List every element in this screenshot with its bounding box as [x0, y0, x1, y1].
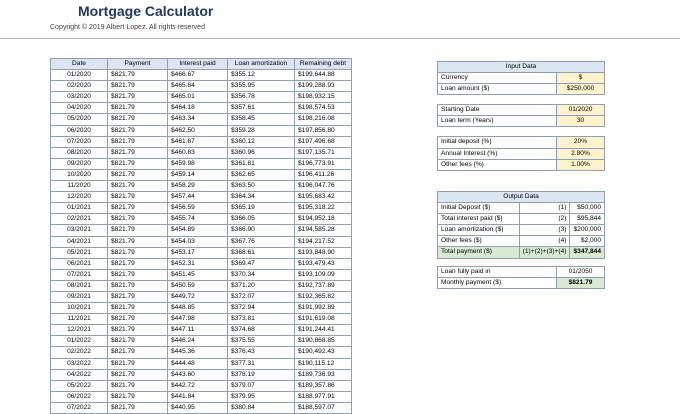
col-interest-header[interactable]: Interest paid: [168, 59, 228, 70]
row-remaining[interactable]: $190,115.12: [295, 358, 352, 369]
row-interest[interactable]: $458.29: [168, 181, 228, 192]
table-row: [51, 214, 352, 225]
spacer: [438, 127, 605, 137]
row-amortization[interactable]: $362.65: [228, 169, 295, 180]
row-interest[interactable]: $447.98: [168, 314, 228, 325]
output-value[interactable]: $2,000: [570, 236, 605, 247]
row-amortization[interactable]: $377.31: [228, 358, 295, 369]
output-value[interactable]: $50,000: [570, 203, 605, 214]
table-row: [51, 380, 352, 391]
table-row: [51, 358, 352, 369]
row-remaining[interactable]: $198,216.08: [295, 114, 352, 125]
currency-input[interactable]: $: [557, 73, 605, 84]
loan-term-label: Loan term (Years): [438, 116, 557, 127]
row-amortization[interactable]: $366.05: [228, 214, 295, 225]
page-title: Mortgage Calculator: [78, 3, 214, 19]
col-payment-header[interactable]: Payment: [108, 59, 168, 70]
row-remaining[interactable]: $191,992.89: [295, 303, 352, 314]
row-amortization[interactable]: $365.19: [228, 203, 295, 214]
row-amortization[interactable]: $372.07: [228, 291, 295, 302]
row-payment[interactable]: $821.79: [108, 280, 168, 291]
row-amortization[interactable]: $363.50: [228, 181, 295, 192]
row-date[interactable]: 10/2020: [51, 169, 108, 180]
table-row: [51, 314, 352, 325]
row-amortization[interactable]: $366.90: [228, 225, 295, 236]
row-amortization[interactable]: $379.95: [228, 391, 295, 402]
amortization-table: [50, 58, 352, 414]
table-row: [51, 347, 352, 358]
row-remaining[interactable]: $193,479.43: [295, 258, 352, 269]
table-row: [51, 247, 352, 258]
row-amortization[interactable]: $364.34: [228, 192, 295, 203]
row-remaining[interactable]: $192,737.89: [295, 280, 352, 291]
row-remaining[interactable]: $188,597.07: [295, 402, 352, 413]
output-data-title: Output Data: [438, 192, 605, 203]
table-row: [51, 325, 352, 336]
copyright-note: Copyright © 2019 Albert Lopez. All rights reserved: [50, 24, 205, 31]
output-row: [438, 203, 605, 214]
table-row: [51, 280, 352, 291]
col-remaining-header[interactable]: Remaining debt: [295, 59, 352, 70]
table-row: [51, 125, 352, 136]
table-row: [51, 181, 352, 192]
row-payment[interactable]: $821.79: [108, 236, 168, 247]
row-date[interactable]: 09/2021: [51, 291, 108, 302]
output-data-panel: [437, 191, 605, 259]
row-interest[interactable]: $459.98: [168, 158, 228, 169]
row-payment[interactable]: $821.79: [108, 203, 168, 214]
row-amortization[interactable]: $378.19: [228, 369, 295, 380]
row-interest[interactable]: $447.11: [168, 325, 228, 336]
table-row: [51, 291, 352, 302]
row-date[interactable]: 05/2020: [51, 114, 108, 125]
output-value[interactable]: $200,000: [570, 225, 605, 236]
other-fees-input[interactable]: 1.00%: [557, 159, 605, 170]
table-row: [51, 269, 352, 280]
total-payment-label: Total payment ($): [438, 247, 520, 258]
output-value[interactable]: $95,844: [570, 214, 605, 225]
row-date[interactable]: 07/2020: [51, 136, 108, 147]
row-remaining[interactable]: $190,492.43: [295, 347, 352, 358]
row-amortization[interactable]: $360.12: [228, 136, 295, 147]
table-row: [51, 369, 352, 380]
row-payment[interactable]: $821.79: [108, 369, 168, 380]
row-payment[interactable]: $821.79: [108, 169, 168, 180]
row-remaining[interactable]: $198,932.15: [295, 92, 352, 103]
row-date[interactable]: 12/2021: [51, 325, 108, 336]
row-remaining[interactable]: $194,585.28: [295, 225, 352, 236]
row-interest[interactable]: $448.85: [168, 303, 228, 314]
output-row: [438, 225, 605, 236]
row-interest[interactable]: $454.03: [168, 236, 228, 247]
row-date[interactable]: 04/2021: [51, 236, 108, 247]
row-amortization[interactable]: $358.45: [228, 114, 295, 125]
paid-in-label: Loan fully paid in: [438, 267, 557, 278]
row-remaining[interactable]: $197,856.80: [295, 125, 352, 136]
row-interest[interactable]: $459.14: [168, 169, 228, 180]
row-interest[interactable]: $455.74: [168, 214, 228, 225]
row-date[interactable]: 06/2020: [51, 125, 108, 136]
row-payment[interactable]: $821.79: [108, 181, 168, 192]
loan-summary-panel: [437, 266, 605, 289]
row-payment[interactable]: $821.79: [108, 247, 168, 258]
table-row: [51, 81, 352, 92]
row-payment[interactable]: $821.79: [108, 303, 168, 314]
row-date[interactable]: 01/2022: [51, 336, 108, 347]
table-row: [51, 303, 352, 314]
row-payment[interactable]: $821.79: [108, 92, 168, 103]
row-payment[interactable]: $821.79: [108, 402, 168, 413]
initial-deposit-input[interactable]: 20%: [557, 137, 605, 148]
row-amortization[interactable]: $357.61: [228, 103, 295, 114]
row-payment[interactable]: $821.79: [108, 158, 168, 169]
row-interest[interactable]: $460.83: [168, 147, 228, 158]
row-payment[interactable]: $821.79: [108, 125, 168, 136]
input-data-panel: [437, 61, 605, 171]
row-amortization[interactable]: $369.47: [228, 258, 295, 269]
output-label: Initial Deposit ($): [438, 203, 520, 214]
table-row: [51, 147, 352, 158]
row-remaining[interactable]: $195,318.22: [295, 203, 352, 214]
row-date[interactable]: 02/2022: [51, 347, 108, 358]
row-interest[interactable]: $445.36: [168, 347, 228, 358]
row-date[interactable]: 09/2020: [51, 158, 108, 169]
row-remaining[interactable]: $199,288.93: [295, 81, 352, 92]
row-remaining[interactable]: $193,109.09: [295, 269, 352, 280]
table-row: [51, 92, 352, 103]
row-interest[interactable]: $465.84: [168, 81, 228, 92]
currency-label: Currency: [438, 73, 557, 84]
table-row: [51, 236, 352, 247]
row-amortization[interactable]: $370.34: [228, 269, 295, 280]
row-payment[interactable]: $821.79: [108, 147, 168, 158]
row-interest[interactable]: $451.45: [168, 269, 228, 280]
total-payment-formula: (1)+(2)+(3)+(4): [519, 247, 570, 258]
row-amortization[interactable]: $359.28: [228, 125, 295, 136]
row-date[interactable]: 06/2022: [51, 391, 108, 402]
row-remaining[interactable]: $189,736.93: [295, 369, 352, 380]
row-date[interactable]: 05/2022: [51, 380, 108, 391]
row-remaining[interactable]: $195,683.42: [295, 192, 352, 203]
row-payment[interactable]: $821.79: [108, 291, 168, 302]
output-row: [438, 236, 605, 247]
header-divider: [0, 38, 680, 39]
other-fees-label: Other fees (%): [438, 159, 557, 170]
row-remaining[interactable]: $188,977.91: [295, 391, 352, 402]
row-date[interactable]: 07/2022: [51, 402, 108, 413]
row-interest[interactable]: $453.17: [168, 247, 228, 258]
loan-amount-label: Loan amount ($): [438, 84, 557, 95]
row-interest[interactable]: $442.72: [168, 380, 228, 391]
row-amortization[interactable]: $376.43: [228, 347, 295, 358]
row-amortization[interactable]: $355.95: [228, 81, 295, 92]
row-remaining[interactable]: $193,848.90: [295, 247, 352, 258]
row-interest[interactable]: $443.60: [168, 369, 228, 380]
row-date[interactable]: 04/2020: [51, 103, 108, 114]
row-payment[interactable]: $821.79: [108, 103, 168, 114]
row-payment[interactable]: $821.79: [108, 391, 168, 402]
row-amortization[interactable]: $374.68: [228, 325, 295, 336]
annual-interest-label: Annual Interest (%): [438, 148, 557, 159]
output-label: Total interest paid ($): [438, 214, 520, 225]
row-amortization[interactable]: $361.81: [228, 158, 295, 169]
row-payment[interactable]: $821.79: [108, 70, 168, 81]
paid-in-value[interactable]: 01/2050: [557, 267, 605, 278]
table-row: [51, 70, 352, 81]
row-payment[interactable]: $821.79: [108, 81, 168, 92]
row-amortization[interactable]: $380.84: [228, 402, 295, 413]
row-payment[interactable]: $821.79: [108, 192, 168, 203]
row-interest[interactable]: $440.95: [168, 402, 228, 413]
row-amortization[interactable]: $356.78: [228, 92, 295, 103]
row-amortization[interactable]: $372.94: [228, 303, 295, 314]
row-date[interactable]: 02/2021: [51, 214, 108, 225]
row-amortization[interactable]: $368.61: [228, 247, 295, 258]
row-interest[interactable]: $449.72: [168, 291, 228, 302]
row-interest[interactable]: $441.84: [168, 391, 228, 402]
row-remaining[interactable]: $194,952.18: [295, 214, 352, 225]
row-payment[interactable]: $821.79: [108, 225, 168, 236]
row-date[interactable]: 10/2021: [51, 303, 108, 314]
row-interest[interactable]: $463.34: [168, 114, 228, 125]
input-data-title: Input Data: [438, 62, 605, 73]
table-row: [51, 336, 352, 347]
output-index: (3): [519, 225, 570, 236]
output-label: Other fees ($): [438, 236, 520, 247]
row-payment[interactable]: $821.79: [108, 358, 168, 369]
row-payment[interactable]: $821.79: [108, 380, 168, 391]
row-date[interactable]: 12/2020: [51, 192, 108, 203]
output-index: (1): [519, 203, 570, 214]
row-interest[interactable]: $466.67: [168, 70, 228, 81]
row-interest[interactable]: $454.89: [168, 225, 228, 236]
row-remaining[interactable]: $198,574.53: [295, 103, 352, 114]
initial-deposit-label: Initial deposit (%): [438, 137, 557, 148]
row-interest[interactable]: $461.67: [168, 136, 228, 147]
row-payment[interactable]: $821.79: [108, 325, 168, 336]
row-amortization[interactable]: $360.96: [228, 147, 295, 158]
row-amortization[interactable]: $355.12: [228, 70, 295, 81]
row-date[interactable]: 05/2021: [51, 247, 108, 258]
row-remaining[interactable]: $196,411.26: [295, 169, 352, 180]
row-amortization[interactable]: $367.76: [228, 236, 295, 247]
table-row: [51, 114, 352, 125]
total-payment-value[interactable]: $347,844: [570, 247, 605, 258]
table-row: [51, 391, 352, 402]
starting-date-label: Starting Date: [438, 105, 557, 116]
table-row: [51, 225, 352, 236]
row-amortization[interactable]: $375.55: [228, 336, 295, 347]
col-amortization-header[interactable]: Loan amortization: [228, 59, 295, 70]
row-remaining[interactable]: $196,773.91: [295, 158, 352, 169]
table-row: [51, 158, 352, 169]
row-payment[interactable]: $821.79: [108, 114, 168, 125]
row-date[interactable]: 11/2020: [51, 181, 108, 192]
loan-term-input[interactable]: 30: [557, 116, 605, 127]
row-remaining[interactable]: $190,868.85: [295, 336, 352, 347]
row-date[interactable]: 06/2021: [51, 258, 108, 269]
row-interest[interactable]: $446.24: [168, 336, 228, 347]
row-payment[interactable]: $821.79: [108, 136, 168, 147]
row-date[interactable]: 07/2021: [51, 269, 108, 280]
row-interest[interactable]: $456.59: [168, 203, 228, 214]
table-row: [51, 169, 352, 180]
col-date-header[interactable]: Date: [51, 59, 108, 70]
row-interest[interactable]: $444.48: [168, 358, 228, 369]
amortization-header-row: [51, 59, 352, 70]
output-index: (4): [519, 236, 570, 247]
output-label: Loan amortization ($): [438, 225, 520, 236]
row-date[interactable]: 11/2021: [51, 314, 108, 325]
output-row: [438, 214, 605, 225]
table-row: [51, 258, 352, 269]
row-payment[interactable]: $821.79: [108, 314, 168, 325]
row-payment[interactable]: $821.79: [108, 269, 168, 280]
row-amortization[interactable]: $371.20: [228, 280, 295, 291]
row-date[interactable]: 03/2020: [51, 92, 108, 103]
row-interest[interactable]: $462.50: [168, 125, 228, 136]
table-row: [51, 192, 352, 203]
starting-date-input[interactable]: 01/2020: [557, 105, 605, 116]
row-remaining[interactable]: $194,217.52: [295, 236, 352, 247]
spacer: [438, 95, 605, 105]
row-interest[interactable]: $465.01: [168, 92, 228, 103]
row-date[interactable]: 01/2020: [51, 70, 108, 81]
row-remaining[interactable]: $192,365.82: [295, 291, 352, 302]
row-date[interactable]: 03/2021: [51, 225, 108, 236]
row-payment[interactable]: $821.79: [108, 214, 168, 225]
monthly-payment-value[interactable]: $821.79: [557, 278, 605, 289]
row-interest[interactable]: $452.31: [168, 258, 228, 269]
row-interest[interactable]: $464.18: [168, 103, 228, 114]
row-date[interactable]: 04/2022: [51, 369, 108, 380]
row-interest[interactable]: $457.44: [168, 192, 228, 203]
monthly-payment-label: Monthly payment ($): [438, 278, 557, 289]
table-row: [51, 103, 352, 114]
row-date[interactable]: 03/2022: [51, 358, 108, 369]
table-row: [51, 203, 352, 214]
row-remaining[interactable]: $191,244.41: [295, 325, 352, 336]
table-row: [51, 136, 352, 147]
row-date[interactable]: 08/2021: [51, 280, 108, 291]
loan-amount-input[interactable]: $250,000: [557, 84, 605, 95]
row-payment[interactable]: $821.79: [108, 336, 168, 347]
row-payment[interactable]: $821.79: [108, 258, 168, 269]
row-date[interactable]: 02/2020: [51, 81, 108, 92]
row-remaining[interactable]: $197,135.71: [295, 147, 352, 158]
row-remaining[interactable]: $189,357.86: [295, 380, 352, 391]
annual-interest-input[interactable]: 2.80%: [557, 148, 605, 159]
row-amortization[interactable]: $379.07: [228, 380, 295, 391]
row-remaining[interactable]: $191,619.08: [295, 314, 352, 325]
output-index: (2): [519, 214, 570, 225]
row-remaining[interactable]: $196,047.76: [295, 181, 352, 192]
row-remaining[interactable]: $197,496.68: [295, 136, 352, 147]
row-payment[interactable]: $821.79: [108, 347, 168, 358]
row-remaining[interactable]: $199,644.88: [295, 70, 352, 81]
row-date[interactable]: 08/2020: [51, 147, 108, 158]
row-date[interactable]: 01/2021: [51, 203, 108, 214]
row-amortization[interactable]: $373.81: [228, 314, 295, 325]
row-interest[interactable]: $450.59: [168, 280, 228, 291]
